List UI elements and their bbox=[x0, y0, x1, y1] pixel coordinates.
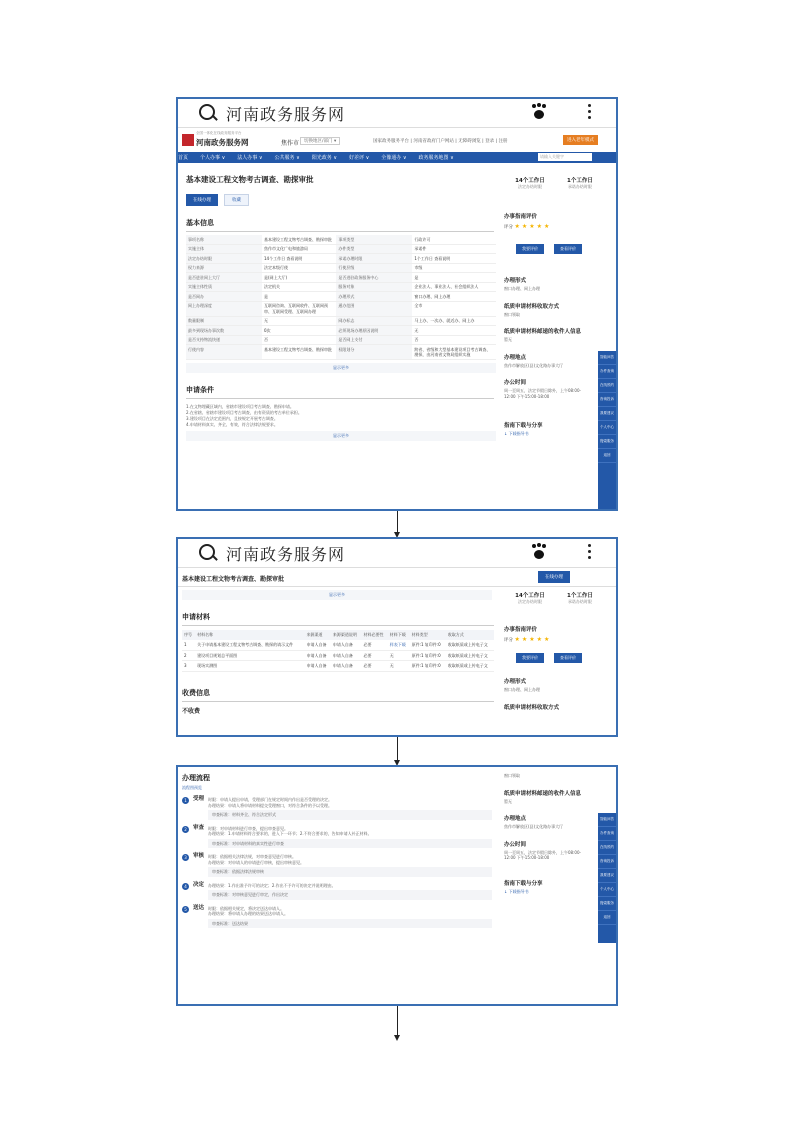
flow-arrow bbox=[397, 737, 398, 761]
step-desc: 时限：对申请材料进行审查，提出审查意见。 bbox=[208, 825, 288, 831]
info-value: 互联网咨询、互联网收件、互联网预审、互联网受理、互联网办理 bbox=[262, 301, 336, 316]
info-key: 办件类型 bbox=[336, 244, 412, 254]
table-row bbox=[182, 640, 494, 650]
place-title: 办理地点 bbox=[504, 816, 527, 822]
column-header: 来源渠道 bbox=[305, 630, 331, 640]
baidu-paw-icon[interactable] bbox=[531, 544, 547, 560]
info-key: 承诺办理时限 bbox=[336, 254, 412, 264]
basic-info-row bbox=[186, 254, 496, 264]
step-standard: 审查标准：材料齐全、符合法定形式 bbox=[208, 810, 492, 820]
city-switch-button[interactable]: 切换地区/部门 ▾ bbox=[300, 137, 340, 145]
condition-item: 4.申请材料真实、齐全、有效，符合法律法规要求。 bbox=[186, 422, 278, 427]
mail-value: 暂无 bbox=[504, 337, 512, 342]
place-value: 焦作市解放区(县)文化路办事大厅 bbox=[504, 824, 564, 829]
info-key: 是否网办 bbox=[186, 292, 262, 302]
view-rating-button[interactable]: 查看评价 bbox=[554, 244, 582, 254]
legal-time-value: 14个工作日 bbox=[515, 178, 545, 184]
float-item-qa[interactable]: 智能问答 bbox=[598, 351, 616, 365]
download-cell[interactable]: 无 bbox=[388, 661, 410, 672]
info-key: 是否进驻网上大厅 bbox=[186, 273, 262, 283]
step-result: 办理结果：申请人将申请材料提交受理窗口，对符合条件的予以受理。 bbox=[208, 802, 332, 808]
table-cell: 原件:1 复印件:0 bbox=[410, 661, 446, 672]
column-header: 序号 bbox=[182, 630, 195, 640]
step-number: 3 bbox=[182, 854, 189, 861]
rating-label: 评分 bbox=[504, 225, 513, 230]
info-key: 权限划分 bbox=[336, 345, 412, 360]
condition-item: 1.在文物埋藏区域内，省辖市建设项目考古调查、勘探申请。 bbox=[186, 404, 294, 409]
table-cell: 关于申请基本建设工程文物考古调查、勘探的请示文件 bbox=[195, 640, 304, 650]
float-item-complaint[interactable]: 咨询投诉 bbox=[598, 855, 616, 869]
elder-mode-button[interactable]: 进入老年模式 bbox=[563, 135, 598, 145]
table-cell: 必要 bbox=[361, 661, 387, 672]
float-item-back[interactable]: 返回 bbox=[598, 911, 616, 925]
rating-title: 办事指南评价 bbox=[504, 214, 538, 220]
nav-item-corporate[interactable]: 法人办事 ∨ bbox=[237, 155, 263, 161]
float-item-personal[interactable]: 个人中心 bbox=[598, 883, 616, 897]
nav-item-province[interactable]: 全豫通办 ∨ bbox=[381, 155, 407, 161]
table-cell: 申请人自备 bbox=[305, 640, 331, 650]
rating-title: 办事指南评价 bbox=[504, 627, 538, 633]
mail-value: 暂无 bbox=[504, 798, 512, 804]
basic-info-row bbox=[186, 263, 496, 273]
form-value: 窗口办理、网上办理 bbox=[504, 687, 540, 692]
promise-time-label: 承诺办结时限 bbox=[567, 599, 592, 604]
sidebar bbox=[504, 162, 604, 439]
basic-info-row bbox=[186, 345, 496, 360]
mobile-search-bar[interactable] bbox=[178, 99, 616, 128]
basic-info-row bbox=[186, 326, 496, 336]
info-value: 焦作市文化广电和旅游局 bbox=[262, 244, 336, 254]
flow-arrow bbox=[397, 1006, 398, 1036]
float-item-complaint[interactable]: 咨询投诉 bbox=[598, 393, 616, 407]
paper-title: 纸质申请材料收取方式 bbox=[504, 704, 560, 711]
search-icon[interactable] bbox=[199, 544, 215, 560]
float-item-suggest[interactable]: 我要建议 bbox=[598, 407, 616, 421]
float-item-suggest[interactable]: 我要建议 bbox=[598, 869, 616, 883]
form-value: 窗口办理、网上办理 bbox=[504, 286, 540, 291]
paper-value: 窗口领取 bbox=[504, 773, 520, 778]
table-cell: 现场实测图 bbox=[195, 661, 304, 672]
rating-label: 评分 bbox=[504, 638, 513, 643]
form-title: 办理形式 bbox=[504, 679, 527, 685]
conditions-list bbox=[186, 404, 494, 428]
basic-info-table bbox=[186, 235, 496, 360]
table-cell: 申请人自备 bbox=[305, 650, 331, 661]
table-row bbox=[182, 650, 494, 661]
info-value: 基本建设工程文物考古调查、勘探审批 bbox=[262, 345, 336, 360]
info-value: 0次 bbox=[262, 326, 336, 336]
info-key: 法定办结时限 bbox=[186, 254, 262, 264]
section-flow: 办理流程 bbox=[182, 774, 210, 782]
info-key: 必须现场办理原因说明 bbox=[336, 326, 412, 336]
info-key: 服务对象 bbox=[336, 282, 412, 292]
info-key: 行使内容 bbox=[186, 345, 262, 360]
download-link[interactable]: ↓ 下载指导书 bbox=[504, 431, 529, 436]
main-content bbox=[182, 162, 494, 441]
info-value: 否 bbox=[262, 335, 336, 345]
download-title: 指南下载与分享 bbox=[504, 423, 543, 429]
collect-button[interactable]: 收藏 bbox=[224, 194, 249, 206]
logo-text: 河南政务服务网 bbox=[196, 138, 249, 147]
table-row bbox=[182, 661, 494, 672]
step-standard: 审查标准：依据法律法规审核 bbox=[208, 867, 492, 877]
current-city: 焦作市 bbox=[281, 140, 300, 147]
info-key: 事项类型 bbox=[336, 235, 412, 244]
search-query[interactable]: 河南政务服务网 bbox=[226, 545, 346, 564]
flowchart-preview-link[interactable]: 流程图预览 bbox=[182, 785, 202, 790]
info-value: 企业法人、事业法人、社会组织法人 bbox=[412, 282, 496, 292]
info-value: 基本建设工程文物考古调查、勘探审批 bbox=[262, 235, 336, 244]
step-number: 1 bbox=[182, 797, 189, 804]
place-value: 焦作市解放区(县)文化路办事大厅 bbox=[504, 362, 564, 368]
floating-toolbar bbox=[598, 351, 616, 511]
site-logo-icon bbox=[182, 134, 194, 146]
info-value: 是 bbox=[262, 292, 336, 302]
time-title: 办公时间 bbox=[504, 841, 527, 848]
flow-step bbox=[182, 883, 492, 900]
screenshot-2 bbox=[176, 537, 618, 737]
float-item-booking[interactable]: 在线预约 bbox=[598, 841, 616, 855]
nav-item-map[interactable]: 政务服务地图 ∨ bbox=[418, 155, 454, 161]
column-header: 收取方式 bbox=[446, 630, 494, 640]
info-key: 事项名称 bbox=[186, 235, 262, 244]
step-number: 5 bbox=[182, 906, 189, 913]
table-cell: 必要 bbox=[361, 650, 387, 661]
legal-time-label: 法定办结时限 bbox=[517, 184, 542, 189]
section-materials: 申请材料 bbox=[182, 612, 494, 626]
info-value: 是 bbox=[412, 273, 496, 283]
info-key: 实施主体 bbox=[186, 244, 262, 254]
more-menu-icon[interactable] bbox=[588, 544, 592, 562]
screenshot-1 bbox=[176, 97, 618, 511]
step-desc: 时限：依据相关法律法规，对审查意见进行审核。 bbox=[208, 854, 296, 859]
search-query[interactable]: 河南政务服务网 bbox=[226, 105, 346, 124]
section-fee: 收费信息 bbox=[182, 688, 494, 702]
step-desc: 时限：申请人提出申请，受理部门在规定时间内作出是否受理的决定。 bbox=[208, 797, 332, 802]
nav-item-public[interactable]: 公共服务 ∨ bbox=[274, 155, 300, 161]
site-header bbox=[178, 128, 616, 152]
info-value: 法定本级行使 bbox=[262, 263, 336, 273]
step-name: 审查 bbox=[193, 824, 205, 831]
show-more-link[interactable]: 显示更多 bbox=[186, 431, 496, 441]
materials-header-row bbox=[182, 630, 494, 640]
info-value: 法定机关 bbox=[262, 282, 336, 292]
basic-info-row bbox=[186, 235, 496, 244]
info-key: 网办标志 bbox=[336, 316, 412, 326]
info-value: 市级 bbox=[412, 263, 496, 273]
basic-info-row bbox=[186, 292, 496, 302]
view-rating-button[interactable]: 查看评价 bbox=[554, 653, 582, 663]
step-result: 办理结果：将申请人办理的结果送达申请人。 bbox=[208, 911, 288, 916]
mail-title: 纸质申请材料邮递的收件人信息 bbox=[504, 329, 582, 335]
table-cell: 申请人自备 bbox=[305, 661, 331, 672]
time-value: 周一至周五，法定节假日除外，上午08:00-12:00 下午15:00-18:00 bbox=[504, 388, 581, 399]
section-basic-info: 基本信息 bbox=[186, 218, 494, 232]
info-key: 数量限制 bbox=[186, 316, 262, 326]
step-name: 送达 bbox=[193, 904, 205, 911]
table-cell: 收取纸质或上传电子文 bbox=[446, 661, 494, 672]
column-header: 材料类型 bbox=[410, 630, 446, 640]
info-value: 全市 bbox=[412, 301, 496, 316]
info-value: 承诺件 bbox=[412, 244, 496, 254]
info-value: 窗口办理、网上办理 bbox=[412, 292, 496, 302]
step-number: 2 bbox=[182, 826, 189, 833]
step-name: 审核 bbox=[193, 853, 205, 859]
online-apply-button[interactable]: 在线办理 bbox=[538, 571, 570, 583]
float-item-query[interactable]: 办件查询 bbox=[598, 365, 616, 379]
nav-item-rating[interactable]: 好差评 ∨ bbox=[349, 155, 370, 161]
form-title: 办理形式 bbox=[504, 278, 527, 284]
step-standard: 审查标准：送达结果 bbox=[208, 919, 492, 929]
header-links[interactable]: 国家政务服务平台 | 河南省政府门户网站 | 无障碍浏览 | 登录 | 注册 bbox=[373, 139, 508, 144]
download-cell[interactable]: 无 bbox=[388, 650, 410, 661]
table-cell: 收取纸质或上传电子文 bbox=[446, 650, 494, 661]
info-key: 办理形式 bbox=[336, 292, 412, 302]
mail-title: 纸质申请材料邮递的收件人信息 bbox=[504, 790, 582, 797]
step-result: 办理结果：1.申请材料符合要求的，进入下一环节；2.不符合要求的，告知申请人补正材料。 bbox=[208, 831, 372, 836]
page-title: 基本建设工程文物考古调查、勘探审批 bbox=[186, 175, 314, 184]
flow-step bbox=[182, 906, 492, 929]
info-value: 行政许可 bbox=[412, 235, 496, 244]
more-menu-icon[interactable] bbox=[588, 104, 592, 122]
rate-button[interactable]: 我要评价 bbox=[516, 653, 544, 663]
basic-info-row bbox=[186, 282, 496, 292]
condition-item: 3.建设项目在法定范围内，且按规定开展考古调查。 bbox=[186, 416, 278, 421]
float-item-personal[interactable]: 个人中心 bbox=[598, 421, 616, 435]
basic-info-row bbox=[186, 273, 496, 283]
legal-time-label: 法定办结时限 bbox=[517, 599, 542, 604]
step-desc: 时限：依据相关规定，将决定送达申请人。 bbox=[208, 905, 284, 911]
float-item-search[interactable]: 搜索服务 bbox=[598, 435, 616, 449]
basic-info-row bbox=[186, 335, 496, 345]
info-key: 是否支持物流快递 bbox=[186, 335, 262, 345]
info-key: 权力来源 bbox=[186, 263, 262, 273]
search-icon[interactable] bbox=[199, 104, 215, 120]
column-header: 材料下载 bbox=[388, 630, 410, 640]
info-key: 是否进驻政务服务中心 bbox=[336, 273, 412, 283]
promise-time-value: 1个工作日 bbox=[567, 593, 593, 599]
step-standard: 审查标准：对审核意见进行审定，作出决定 bbox=[208, 890, 492, 900]
table-cell: 必要 bbox=[361, 640, 387, 650]
paper-value: 窗口领取 bbox=[504, 311, 520, 317]
step-number: 4 bbox=[182, 883, 189, 890]
sticky-title: 基本建设工程文物考古调查、勘探审批 bbox=[182, 576, 285, 583]
flow-step bbox=[182, 826, 492, 849]
info-value: 马上办、一次办、就近办、网上办 bbox=[412, 316, 496, 326]
logo-subtitle: 全国一体化在线政务服务平台 bbox=[196, 131, 242, 135]
floating-toolbar bbox=[598, 813, 616, 943]
rate-button[interactable]: 我要评价 bbox=[516, 244, 544, 254]
place-title: 办理地点 bbox=[504, 354, 527, 361]
info-value: 14个工作日 查看说明 bbox=[262, 254, 336, 264]
step-name: 决定 bbox=[193, 881, 205, 888]
table-cell: 申请人自备 bbox=[331, 650, 362, 661]
basic-info-row bbox=[186, 244, 496, 254]
time-title: 办公时间 bbox=[504, 380, 527, 386]
step-standard: 审查标准：对申请材料的真实性进行审查 bbox=[208, 839, 492, 849]
baidu-paw-icon[interactable] bbox=[531, 104, 547, 120]
show-more-link[interactable]: 显示更多 bbox=[182, 590, 492, 600]
nav-item-personal[interactable]: 个人办事 ∨ bbox=[200, 155, 226, 161]
info-value: 无 bbox=[412, 326, 496, 336]
info-key: 网上办理深度 bbox=[186, 301, 262, 316]
online-apply-button[interactable]: 在线办理 bbox=[186, 194, 218, 206]
table-cell: 3 bbox=[182, 661, 195, 672]
screenshot-3 bbox=[176, 765, 618, 1006]
float-item-qa[interactable]: 智能问答 bbox=[598, 813, 616, 827]
info-key: 行使层级 bbox=[336, 263, 412, 273]
table-cell: 建设项目规划总平面图 bbox=[195, 650, 304, 661]
table-cell: 1 bbox=[182, 640, 195, 650]
float-item-booking[interactable]: 在线预约 bbox=[598, 379, 616, 393]
mobile-search-bar[interactable] bbox=[178, 539, 616, 568]
basic-info-row bbox=[186, 301, 496, 316]
info-value: 跨省、省级和大型基本建设项目考古调查、勘探，由河南省文物局组织实施 bbox=[412, 345, 496, 360]
flow-step bbox=[182, 797, 492, 820]
flow-steps bbox=[178, 797, 494, 928]
download-cell[interactable]: 样表下载 bbox=[388, 640, 410, 650]
promise-time-value: 1个工作日 bbox=[567, 178, 593, 184]
sidebar bbox=[504, 587, 604, 711]
step-name: 受理 bbox=[193, 796, 205, 802]
promise-time-label: 承诺办结时限 bbox=[567, 184, 592, 189]
table-cell: 原件:1 复印件:0 bbox=[410, 640, 446, 650]
column-header: 来源渠道说明 bbox=[331, 630, 362, 640]
info-key: 通办范围 bbox=[336, 301, 412, 316]
nav-item-sunshine[interactable]: 阳光政务 ∨ bbox=[311, 155, 338, 161]
download-title: 指南下载与分享 bbox=[504, 880, 543, 887]
info-key: 最多到现场办事次数 bbox=[186, 326, 262, 336]
show-more-link[interactable]: 显示更多 bbox=[186, 363, 496, 373]
table-cell: 收取纸质或上传电子文 bbox=[446, 640, 494, 650]
section-conditions: 申请条件 bbox=[186, 385, 494, 399]
rating-stars[interactable]: ★★★★★ bbox=[514, 223, 552, 230]
download-link[interactable]: ↓ 下载指导书 bbox=[504, 888, 529, 894]
table-cell: 申请人自备 bbox=[331, 661, 362, 672]
float-item-search[interactable]: 搜索服务 bbox=[598, 897, 616, 911]
column-header: 材料必要性 bbox=[361, 630, 387, 640]
info-value: 无 bbox=[262, 316, 336, 326]
info-value: 1个工作日 查看说明 bbox=[412, 254, 496, 264]
flow-arrow bbox=[397, 511, 398, 533]
rating-stars[interactable]: ★★★★★ bbox=[514, 636, 552, 643]
fee-value: 不收费 bbox=[182, 707, 201, 715]
table-cell: 2 bbox=[182, 650, 195, 661]
step-result: 办理结果：对申请人的申请进行审核，提出审核意见。 bbox=[208, 859, 304, 865]
time-value: 周一至周五，法定节假日除外，上午08:00-12:00 下午15:00-18:00 bbox=[504, 849, 581, 860]
float-item-query[interactable]: 办件查询 bbox=[598, 827, 616, 841]
float-item-back[interactable]: 返回 bbox=[598, 449, 616, 463]
flow-step bbox=[182, 854, 492, 877]
legal-time-value: 14个工作日 bbox=[515, 593, 545, 599]
paper-title: 纸质申请材料收取方式 bbox=[504, 303, 560, 310]
column-header: 材料名称 bbox=[195, 630, 304, 640]
materials-table bbox=[182, 630, 494, 672]
basic-info-row bbox=[186, 316, 496, 326]
table-cell: 原件:1 复印件:0 bbox=[410, 650, 446, 661]
nav-search-input[interactable]: 请输入关键字 bbox=[538, 153, 592, 161]
condition-item: 2.在省辖、省辖市建设项目考古调查，由有资质的考古单位承担。 bbox=[186, 410, 302, 415]
info-value: 是(网上大厅) bbox=[262, 273, 336, 283]
info-value: 否 bbox=[412, 335, 496, 345]
step-desc: 办理结果：1.作出准予许可的决定；2.作出不予许可的决定并说明理由。 bbox=[208, 882, 336, 888]
sidebar bbox=[504, 771, 604, 896]
table-cell: 申请人自备 bbox=[331, 640, 362, 650]
info-key: 实施主体性质 bbox=[186, 282, 262, 292]
info-key: 是否网上支付 bbox=[336, 335, 412, 345]
nav-item-home[interactable]: 首页 bbox=[178, 155, 189, 161]
